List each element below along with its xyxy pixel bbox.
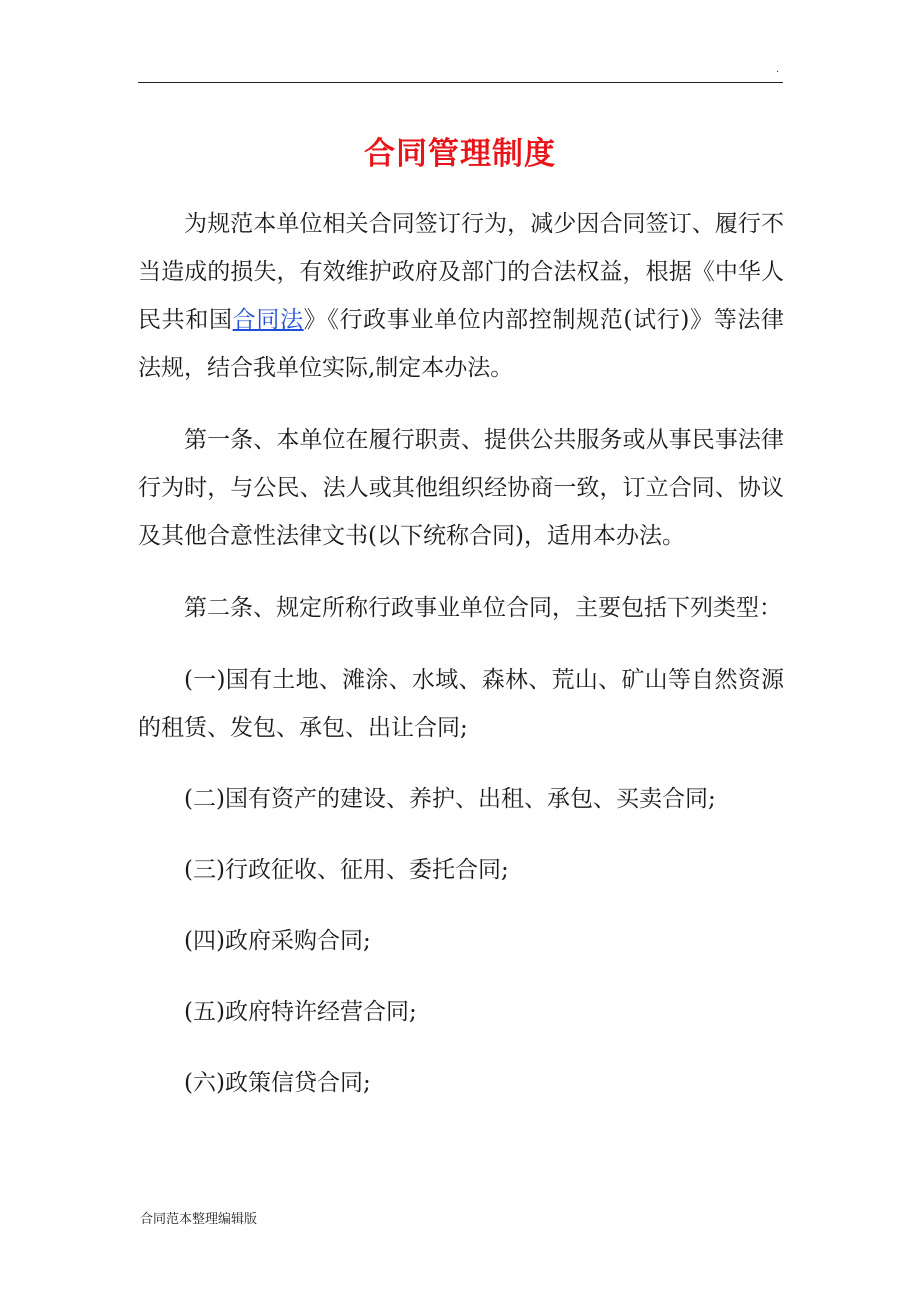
- footer-text: 合同范本整理编辑版: [140, 1212, 258, 1227]
- document-title: 合同管理制度: [364, 136, 556, 172]
- list-item: (四)政府采购合同;: [184, 928, 371, 954]
- contract-law-link[interactable]: 合同法: [232, 307, 304, 333]
- list-item: (五)政府特许经营合同;: [184, 999, 417, 1025]
- intro-text-part1: 为规范本单位相关合同签订行为，减少因合同签订、履行不当造成的损失，有效维护政府及部门的合法权益，根据《中华人民共和国: [138, 211, 784, 333]
- list-item: (一)国有土地、滩涂、水域、森林、荒山、矿山等自然资源的租赁、发包、承包、出让合同;: [138, 667, 784, 741]
- header-rule: [138, 82, 783, 83]
- header-mark: .: [776, 64, 780, 75]
- list-item: (六)政策信贷合同;: [184, 1070, 371, 1096]
- list-item: (二)国有资产的建设、养护、出租、承包、买卖合同;: [184, 786, 716, 812]
- article-2-paragraph: 第二条、规定所称行政事业单位合同，主要包括下列类型：: [184, 595, 782, 621]
- document-body: [138, 200, 784, 1130]
- article-1-paragraph: 第一条、本单位在履行职责、提供公共服务或从事民事法律行为时，与公民、法人或其他组织经协商一致，订立合同、协议及其他合意性法律文书(以下统称合同)，适用本办法。: [138, 427, 784, 549]
- intro-paragraph: [138, 200, 784, 392]
- list-item: (三)行政征收、征用、委托合同;: [184, 857, 509, 883]
- intro-text-part2: 》《行政事业单位内部控制规范(试行)》等法律法规，结合我单位实际,制定本办法。: [138, 307, 785, 381]
